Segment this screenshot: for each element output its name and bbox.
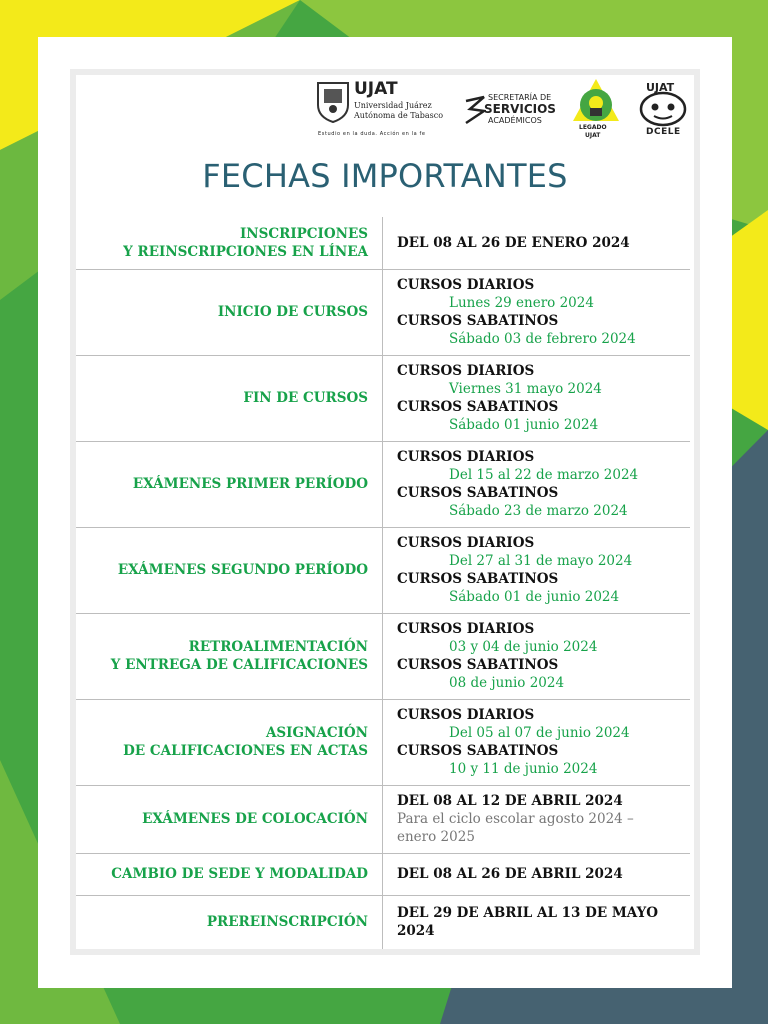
course-type-label: CURSOS DIARIOS [397,621,535,637]
event-dates [383,527,691,613]
date-row [76,527,690,613]
event-label: INSCRIPCIONES Y REINSCRIPCIONES EN LÍNEA [76,217,383,269]
date-row [76,785,690,853]
dcele-emblem-icon [638,91,688,131]
course-type-label: CURSOS SABATINOS [397,313,559,329]
course-type-label: CURSOS SABATINOS [397,571,559,587]
legado-ujat-logo [571,77,621,143]
legado-line1: LEGADO [579,124,607,131]
date-range: DEL 29 DE ABRIL AL 13 DE MAYO 2024 [397,905,658,940]
dates-table [76,217,690,949]
event-dates [383,613,691,699]
date-note: Para el ciclo escolar agosto 2024 – enero 2025 [397,811,634,845]
ujat-name: UJAT [354,79,398,99]
ujat-line2: Autónoma de Tabasco [354,111,444,120]
dcele-name: DCELE [646,127,681,137]
event-dates [383,441,691,527]
ujat-motto: Estudio en la duda. Acción en la fe [318,131,426,137]
secretaria-line2: SERVICIOS [484,102,556,116]
course-date: Sábado 01 de junio 2024 [449,589,620,605]
date-range: DEL 08 AL 12 DE ABRIL 2024 [397,793,623,809]
course-date: Sábado 03 de febrero 2024 [449,331,636,347]
course-date: Del 27 al 31 de mayo 2024 [449,553,633,569]
event-label: FIN DE CURSOS [76,355,383,441]
date-row [76,269,690,355]
date-row [76,853,690,895]
logos-bar [316,77,696,147]
date-row [76,895,690,949]
course-type-label: CURSOS DIARIOS [397,707,535,723]
event-dates [383,785,691,853]
dcele-top: UJAT [646,81,675,94]
course-type-label: CURSOS DIARIOS [397,535,535,551]
event-label: EXÁMENES DE COLOCACIÓN [76,785,383,853]
ujat-line1: Universidad Juárez [354,101,432,110]
event-label: INICIO DE CURSOS [76,269,383,355]
course-date: 08 de junio 2024 [449,675,565,691]
course-date: Viernes 31 mayo 2024 [449,381,602,397]
event-label: CAMBIO DE SEDE Y MODALIDAD [76,853,383,895]
event-dates [383,699,691,785]
date-range: DEL 08 AL 26 DE ABRIL 2024 [397,866,623,882]
course-type-label: CURSOS DIARIOS [397,449,535,465]
course-date: 03 y 04 de junio 2024 [449,639,598,655]
event-label: EXÁMENES SEGUNDO PERÍODO [76,527,383,613]
event-label: RETROALIMENTACIÓN Y ENTREGA DE CALIFICACIONES [76,613,383,699]
event-label: EXÁMENES PRIMER PERÍODO [76,441,383,527]
event-dates [383,269,691,355]
course-type-label: CURSOS DIARIOS [397,277,535,293]
course-type-label: CURSOS SABATINOS [397,743,559,759]
page-title: FECHAS IMPORTANTES [202,157,568,195]
course-date: 10 y 11 de junio 2024 [449,761,598,777]
date-row [76,217,690,269]
course-date: Sábado 01 junio 2024 [449,417,599,433]
date-range: DEL 08 AL 26 DE ENERO 2024 [397,234,630,251]
content-sheet [76,75,694,949]
course-type-label: CURSOS SABATINOS [397,657,559,673]
date-row [76,613,690,699]
event-dates [383,217,691,269]
event-label: ASIGNACIÓN DE CALIFICACIONES EN ACTAS [76,699,383,785]
legado-emblem-icon [571,77,621,127]
secretaria-line1: SECRETARÍA DE [488,93,552,102]
course-date: Sábado 23 de marzo 2024 [449,503,628,519]
inner-border [70,69,700,955]
course-date: Lunes 29 enero 2024 [449,295,594,311]
date-row [76,699,690,785]
course-type-label: CURSOS SABATINOS [397,485,559,501]
legado-line2: UJAT [585,132,601,139]
course-date: Del 15 al 22 de marzo 2024 [449,467,639,483]
event-dates [383,355,691,441]
course-type-label: CURSOS SABATINOS [397,399,559,415]
secretaria-logo [464,93,556,133]
ujat-logo [316,79,456,141]
course-date: Del 05 al 07 de junio 2024 [449,725,630,741]
date-row [76,441,690,527]
secretaria-line3: ACADÉMICOS [488,116,542,125]
event-dates [383,895,691,949]
course-type-label: CURSOS DIARIOS [397,363,535,379]
secretaria-swoosh-icon [464,95,486,125]
event-label: PREREINSCRIPCIÓN [76,895,383,949]
event-dates [383,853,691,895]
date-row [76,355,690,441]
white-frame [38,37,732,988]
dcele-logo [638,81,690,143]
ujat-shield-icon [316,79,350,123]
